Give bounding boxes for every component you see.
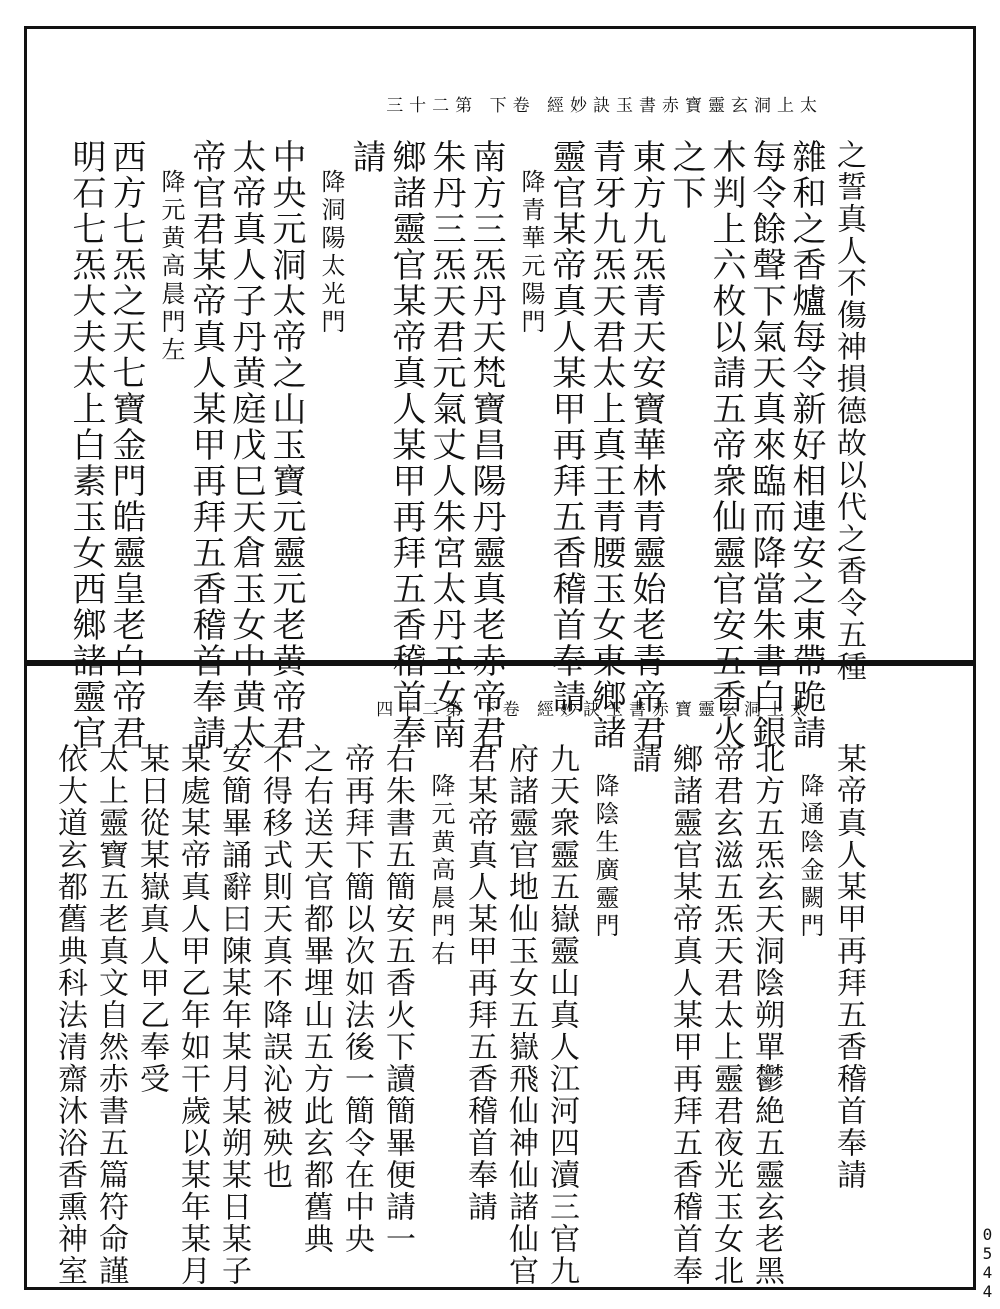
text-column: 請	[346, 139, 386, 175]
text-column: 東方九炁青天安寶華林青靈始老青帝君	[626, 139, 666, 751]
text-column: 依大道玄都舊典科法清齋沐浴香熏神室	[52, 743, 87, 1287]
text-column: 安簡畢誦辭曰陳某年某月某朔某日某子	[216, 743, 251, 1287]
text-column: 鄉諸靈官某帝真人某甲再拜五香稽首奉	[667, 743, 702, 1287]
text-column: 之誓真人不傷神損德故以代之香令五種	[831, 139, 866, 683]
text-column: 某帝真人某甲再拜五香稽首奉請	[831, 743, 866, 1191]
text-column: 府諸靈官地仙玉女五嶽飛仙神仙諸仙官	[503, 743, 538, 1287]
text-column: 降元黄高晨門右	[427, 773, 455, 969]
text-column: 降洞陽太光門	[317, 169, 345, 337]
text-column: 君某帝真人某甲再拜五香稽首奉請	[462, 743, 497, 1223]
text-column: 木判上六枚以請五帝衆仙靈官安五香火	[706, 139, 746, 751]
text-column: 不得移式則天真不降誤沁被殃也	[257, 743, 292, 1191]
text-column: 帝官君某帝真人某甲再拜五香稽首奉請	[186, 139, 226, 751]
lower-page-header: 太上洞玄靈寶赤書玉訣妙經 卷下 第二十四	[376, 700, 813, 720]
text-column: 請	[626, 743, 661, 775]
text-column: 北方五炁玄天洞陰朔單鬱絶五靈玄老黑	[749, 743, 784, 1287]
text-column: 之右送天官都畢埋山五方此玄都舊典	[298, 743, 333, 1255]
text-column: 朱丹三炁天君元氣丈人朱宮太丹玉女南	[426, 139, 466, 751]
text-column: 青牙九炁天君太上真王青腰玉女東鄉諸	[586, 139, 626, 751]
text-column: 每令餘聲下氣天真來臨而降當朱書白銀	[746, 139, 786, 751]
text-column: 中央元洞太帝之山玉寶元靈元老黄帝君	[266, 139, 306, 751]
text-column: 南方三炁丹天梵寶昌陽丹靈真老赤帝君	[466, 139, 506, 751]
text-column: 帝再拜下簡以次如法後一簡令在中央	[339, 743, 374, 1255]
text-column: 太帝真人子丹黄庭戊巳天倉玉女中黄太	[226, 139, 266, 751]
text-column: 降通陰金闕門	[796, 773, 824, 941]
text-column: 明石七炁大夫太上白素玉女西鄉諸靈官	[66, 139, 106, 751]
text-column: 降陰生廣靈門	[591, 773, 619, 941]
text-column: 靈官某帝真人某甲再拜五香稽首奉請	[546, 139, 586, 715]
text-column: 降青華元陽門	[517, 169, 545, 337]
text-column: 某日從某嶽真人甲乙奉受	[134, 743, 169, 1095]
lower-page-frame	[24, 660, 976, 1290]
text-column: 西方七炁之天七寶金門皓靈皇老白帝君	[106, 139, 146, 751]
text-column: 鄉諸靈官某帝真人某甲再拜五香稽首奉	[386, 139, 426, 751]
text-column: 太上靈寶五老真文自然赤書五篇符命謹	[93, 743, 128, 1287]
text-column: 雜和之香爐每令新好相連安之東帶跪請	[786, 139, 826, 751]
upper-page-header: 太上洞玄靈寶赤書玉訣妙經 卷下 第二十三	[386, 96, 823, 116]
text-column: 之下	[666, 139, 706, 211]
text-column: 帝君玄滋五炁天君太上靈君夜光玉女北	[708, 743, 743, 1287]
page-number: 0544	[978, 1225, 997, 1301]
text-column: 降元黄高晨門左	[157, 169, 185, 365]
text-column: 九天衆靈五嶽靈山真人江河四瀆三官九	[544, 743, 579, 1287]
text-column: 某處某帝真人甲乙年如干歲以某年某月	[175, 743, 210, 1287]
text-column: 右朱書五簡安五香火下讀簡畢便請一	[380, 743, 415, 1255]
